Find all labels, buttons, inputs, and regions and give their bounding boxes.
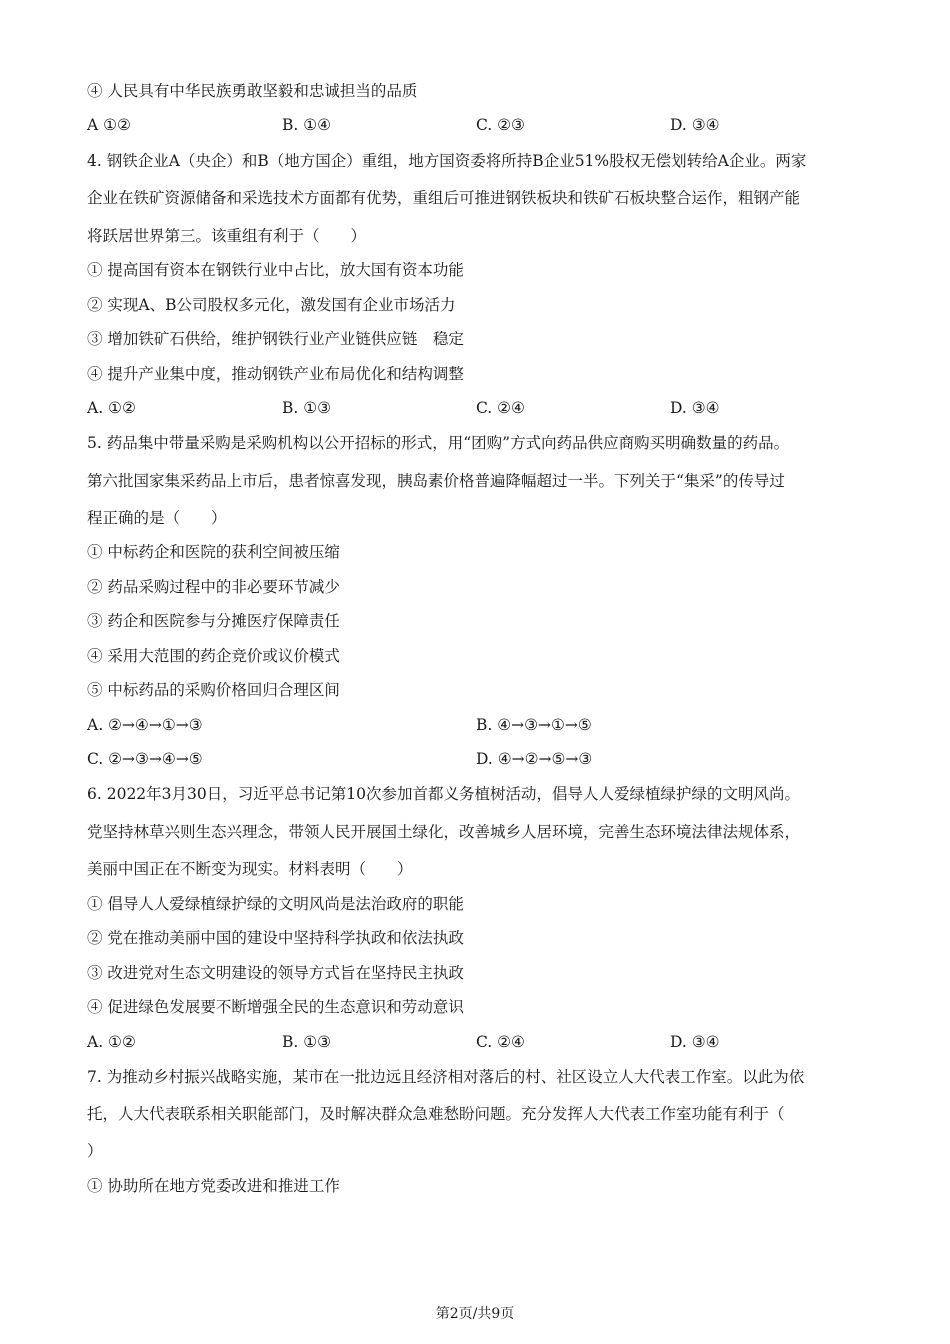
- q5-statement-4: ④ 采用大范围的药企竞价或议价模式: [87, 647, 340, 665]
- q3-option-d: D. ③④: [670, 116, 720, 134]
- q3-option-a: A ①②: [87, 116, 131, 134]
- page-number: 第2页/共9页: [435, 1306, 515, 1322]
- q5-statement-3: ③ 药企和医院参与分摊医疗保障责任: [87, 612, 340, 630]
- q6-statement-4: ④ 促进绿色发展要不断增强全民的生态意识和劳动意识: [87, 998, 464, 1016]
- q6-option-b: B. ①③: [282, 1033, 332, 1051]
- q4-statement-4: ④ 提升产业集中度，推动钢铁产业布局优化和结构调整: [87, 365, 464, 383]
- q3-option-b: B. ①④: [282, 116, 332, 134]
- q3-option-c: C. ②③: [476, 116, 525, 134]
- q5-option-b: B. ④→③→①→⑤: [476, 716, 592, 734]
- q6-statement-2: ② 党在推动美丽中国的建设中坚持科学执政和依法执政: [87, 929, 464, 947]
- q5-stem-line-1: 5. 药品集中带量采购是采购机构以公开招标的形式，用“团购”方式向药品供应商购买明确数量的药品。: [87, 434, 790, 452]
- q4-option-b: B. ①③: [282, 399, 332, 417]
- q6-stem-line-3: 美丽中国正在不断变为现实。材料表明（ ）: [87, 860, 413, 878]
- q4-statement-2: ② 实现A、B公司股权多元化，激发国有企业市场活力: [87, 296, 456, 314]
- q4-stem-line-2: 企业在铁矿资源储备和采选技术方面都有优势，重组后可推进钢铁板块和铁矿石板块整合运作，粗钢产能: [87, 189, 801, 207]
- q4-option-c: C. ②④: [476, 399, 525, 417]
- q7-statement-1: ① 协助所在地方党委改进和推进工作: [87, 1177, 340, 1195]
- q4-option-d: D. ③④: [670, 399, 720, 417]
- q6-option-c: C. ②④: [476, 1033, 525, 1051]
- q7-stem-line-2: 托，人大代表联系相关职能部门，及时解决群众急难愁盼问题。充分发挥人大代表工作室功能有利于（: [87, 1105, 785, 1123]
- q7-stem-line-3: ）: [87, 1142, 103, 1160]
- q5-stem-line-3: 程正确的是（ ）: [87, 509, 227, 527]
- q6-stem-line-2: 党坚持林草兴则生态兴理念，带领人民开展国土绿化，改善城乡人居环境，完善生态环境法律法规体系，: [87, 823, 801, 841]
- q4-option-a: A. ①②: [87, 399, 136, 417]
- q5-statement-2: ② 药品采购过程中的非必要环节减少: [87, 578, 340, 596]
- q4-statement-1: ① 提高国有资本在钢铁行业中占比，放大国有资本功能: [87, 261, 464, 279]
- q4-stem-line-1: 4. 钢铁企业A（央企）和B（地方国企）重组，地方国资委将所持B企业51%股权无偿划转给A企业。两家: [87, 152, 807, 170]
- q7-stem-line-1: 7. 为推动乡村振兴战略实施，某市在一批边远且经济相对落后的村、社区设立人大代表工作室。以此为依: [87, 1068, 805, 1086]
- q6-option-d: D. ③④: [670, 1033, 720, 1051]
- q5-option-a: A. ②→④→①→③: [87, 716, 203, 734]
- q5-option-c: C. ②→③→④→⑤: [87, 750, 203, 768]
- q5-option-d: D. ④→②→⑤→③: [476, 750, 593, 768]
- q6-stem-line-1: 6. 2022年3月30日，习近平总书记第10次参加首都义务植树活动，倡导人人爱绿植绿护绿的文明风尚。: [87, 785, 800, 803]
- q3-statement-4: ④ 人民具有中华民族勇敢坚毅和忠诚担当的品质: [87, 82, 418, 100]
- q6-statement-3: ③ 改进党对生态文明建设的领导方式旨在坚持民主执政: [87, 964, 464, 982]
- q5-stem-line-2: 第六批国家集采药品上市后，患者惊喜发现，胰岛素价格普遍降幅超过一半。下列关于“集采”的传导过: [87, 472, 785, 490]
- q5-statement-1: ① 中标药企和医院的获利空间被压缩: [87, 543, 340, 561]
- q4-stem-line-3: 将跃居世界第三。该重组有利于（ ）: [87, 227, 367, 245]
- q5-statement-5: ⑤ 中标药品的采购价格回归合理区间: [87, 681, 340, 699]
- q6-option-a: A. ①②: [87, 1033, 136, 1051]
- q4-statement-3: ③ 增加铁矿石供给，维护钢铁行业产业链供应链 稳定: [87, 330, 464, 348]
- q6-statement-1: ① 倡导人人爱绿植绿护绿的文明风尚是法治政府的职能: [87, 895, 464, 913]
